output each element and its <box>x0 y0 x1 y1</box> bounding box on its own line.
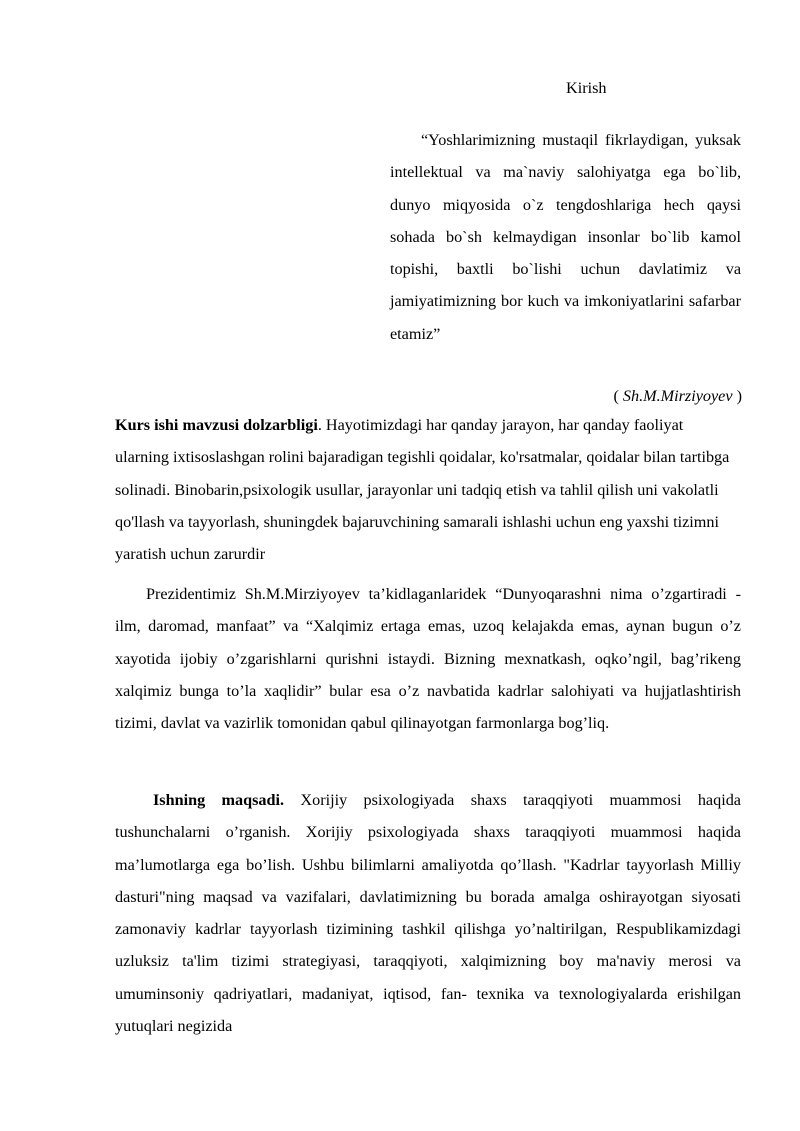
author-open-paren: ( <box>613 387 619 405</box>
paragraph-relevance <box>115 409 741 570</box>
paragraph-goal <box>115 784 741 1042</box>
paragraph-relevance-title: Kurs ishi mavzusi dolzarbligi <box>115 416 318 434</box>
paragraph-relevance-text: . Hayotimizdagi har qanday jarayon, har qanday faoliyat ularning ixtisoslashgan rolini bajaradigan tegishli qoidalar, ko'rsatmalar, qoidalar bilan tartibga solinadi. Binobarin,psixologik usullar, jarayonlar uni tadqiq etish va tahlil qilish uni vakolatli qo'llash va tayyorlash, shuningdek bajaruvchining samarali ishlashi uchun eng yaxshi tizimni yaratish uchun zarurdir <box>115 416 730 564</box>
epigraph-author <box>613 386 742 406</box>
paragraph-goal-text: Xorijiy psixologiyada shaxs taraqqiyoti muammosi haqida tushunchalarni o’rganish. Xorijiy psixologiyada shaxs taraqqiyoti muammosi haqida ma’lumotlarga ega bo’lish. Ushbu bilimlarni amaliyotda qo’llash. "Kadrlar tayyorlash Milliy dasturi"ning maqsad va vazifalari, davlatimizning bu borada amalga oshirayotgan siyosati zamonaviy kadrlar tayyorlash tizimining tashkil qilishga yo’naltirilgan, Respublikamizdagi uzluksiz ta'lim tizimi strategiyasi, taraqqiyoti, xalqimizning boy ma'naviy merosi va umuminsoniy qadriyatlari, madaniyat, iqtisod, fan- texnika va texnologiyalarda erishilgan yutuqlari negizida <box>115 791 741 1036</box>
paragraph-president-text: Prezidentimiz Sh.M.Mirziyoyev ta’kidlaganlaridek “Dunyoqarashni nima o’zgartiradi - ilm, daromad, manfaat” va “Xalqimiz ertaga emas, uzoq kelajakda emas, aynan bugun o’z xayotida ijobiy o’zgarishlarni qurishni istaydi. Bizning mexnatkash, oqko’ngil, bag’rikeng xalqimiz bunga to’la xaqlidir” bular esa o’z navbatida kadrlar salohiyati va hujjatlashtirish tizimi, davlat va vazirlik tomonidan qabul qilinayotgan farmonlarga bog’liq. <box>115 585 741 733</box>
author-close-paren: ) <box>736 387 742 405</box>
section-heading: Kirish <box>566 79 607 97</box>
paragraph-goal-title: Ishning maqsadi. <box>153 791 285 809</box>
epigraph-quote: “Yoshlarimizning mustaqil fikrlaydigan, yuksak intellektual va ma`naviy salohiyatga ega bo`lib, dunyo miqyosida o`z tengdoshlariga hech qaysi sohada bo`sh kelmaydigan insonlar bo`lib kamol topishi, baxtli bo`lishi uchun davlatimiz va jamiyatimizning bor kuch va imkoniyatlarini safarbar etamiz” <box>390 131 741 343</box>
author-name: Sh.M.Mirziyoyev <box>618 387 737 405</box>
paragraph-president-quote <box>115 578 741 739</box>
